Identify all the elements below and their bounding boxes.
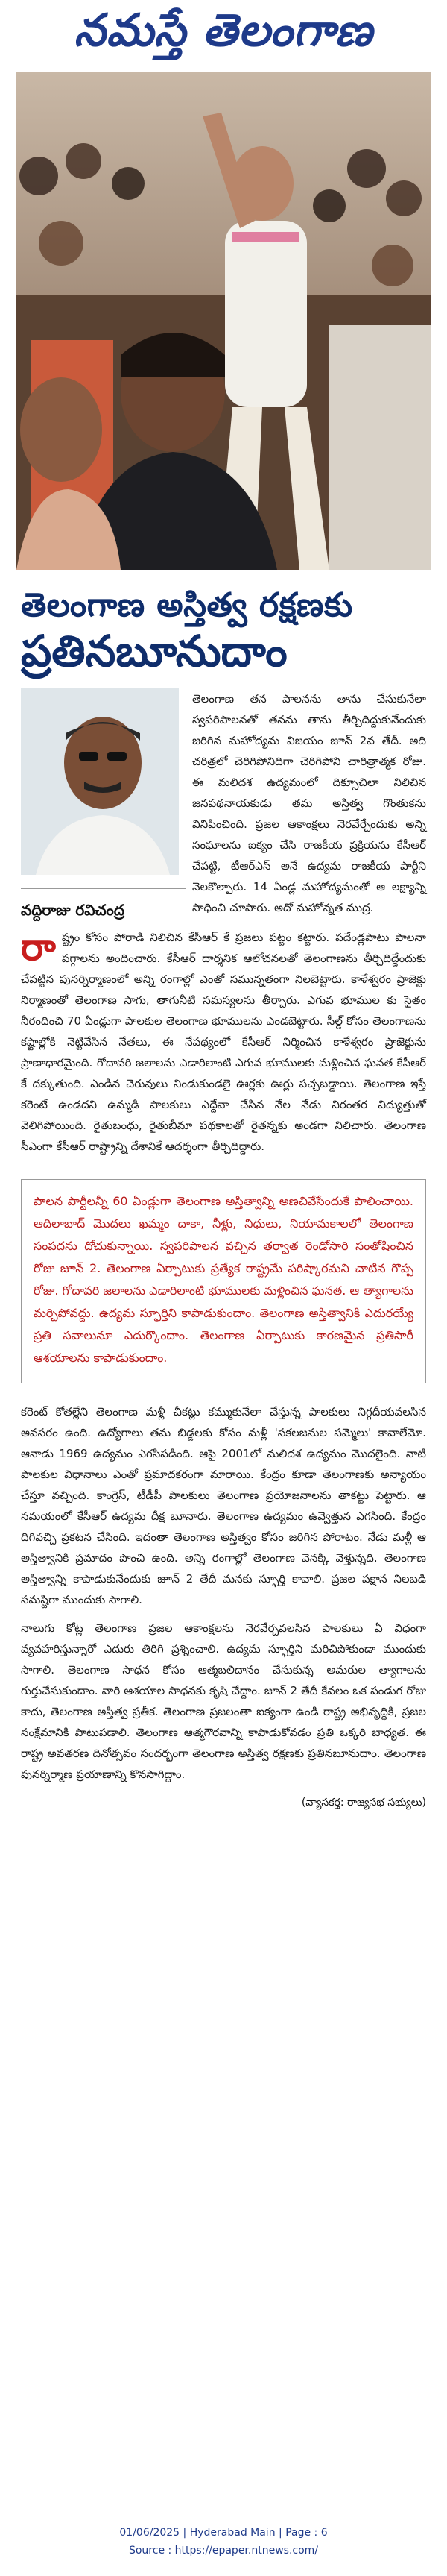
pull-quote: పాలన పార్టీలన్నీ 60 ఏండ్లుగా తెలంగాణ అస్తిత్వాన్ని అణచివేసేందుకే పాలించాయి. ఆదిలాబాద్ మొదలు ఖమ్మం దాకా, నీళ్లు, నిధులు, నియామకాలలో తెలంగాణ సంపదను దోచుకున్నాయి. స్వపరిపాలన వచ్చిన తర్వాత రెండోసారి సంతోషించిన రోజు జూన్ 2. తెలంగాణ ఏర్పాటుకు ప్రత్యేక రాష్ట్రమే పరిష్కారమని చాటిన గొప్ప రోజు. గోదావరి జలాలను ఎడారిలాంటి భూములకు మళ్లించిన ఘనత. ఆ త్యాగాలను మర్చిపోవద్దు. ఉద్యమ స్ఫూర్తిని కాపాడుకుందాం. తెలంగాణ అస్తిత్వానికి ఎదురయ్యే ప్రతి సవాలునూ ఎదుర్కొందాం. తెలంగాణ ఏర్పాటుకు కారణమైన ప్రతిసారీ ఆశయాలను కాపాడుకుందాం.: [21, 1179, 426, 1383]
author-portrait: [21, 688, 179, 875]
author-block: [21, 688, 426, 923]
newspaper-page: [13, 0, 434, 2576]
page-footer: [0, 2524, 447, 2576]
source-link[interactable]: Source : https://epaper.ntnews.com/: [128, 2545, 319, 2557]
edition-info: 01/06/2025 | Hyderabad Main | Page : 6: [119, 2527, 328, 2539]
headline: [21, 585, 426, 678]
rally-photo-illustration: [16, 72, 431, 570]
intro-text: తెలంగాణ తన పాలనను తాను చేసుకునేలా స్వపరిపాలనతో తనను తాను తీర్చిదిద్దుకునేందుకు జరిగిన మహోద్యమ విజయం జూన్ 2వ తేదీ. అది చరిత్రలో చెరిగిపోనిదిగా చెరిగిపోని చారిత్రాత్మక రోజు. ఈ మలిదశ ఉద్యమంలో దిక్సూచిలా నిలిచిన జనపథనాయకుడు తమ అస్తిత్వ గొంతుకను వినిపించింది. ప్రజల ఆకాంక్షలు నెరవేర్చేందుకు అన్ని సంఘాలను ఐక్యం చేసి రాజకీయ ప్రక్రియను కేసీఆర్ చేపట్టి, టీఆర్ఎస్ అనే ఉద్యమ రాజకీయ పార్టీని నెలకొల్పారు. 14 ఏండ్ల మహోద్యమంతో ఆ లక్ష్యాన్ని సాధించి చూపారు. అదో మహోన్నత ముద్ర.: [192, 691, 426, 914]
paragraph-text: ష్ట్రం కోసం పోరాడి నిలిచిన కేసీఆర్ కే ప్రజలు పట్టం కట్టారు. పదేండ్లపాటు పాలనా పగ్గాలను అందించారు. కేసీఆర్ దార్శనిక ఆలోచనలతో తెలంగాణను తీర్చిదిద్దేందుకు చేపట్టిన పునర్నిర్మాణంలో అన్ని రంగాల్లో ఎంతో సమున్నతంగా నిలబెట్టారు. కాళేశ్వరం ప్రాజెక్టు నిర్మాణంతో తెలంగాణ సాగు, తాగునీటి సమస్యలను తీర్చారు. ఎగువ భూముల కు సైతం నీరందించి 70 ఏండ్లుగా పాలకుల తెలంగాణ భూములను ఎండబెట్టారు. సీల్డ్ కోసం తెలంగాణను కష్టాల్లోకి నెట్టివేసిన నేతలు, ఈ నేపథ్యంలో కేసీఆర్ నిర్మించిన కాళేశ్వరం ప్రాజెక్టును ప్రాణాధారమైంది. గోదావరి జలాలను ఎడారిలాంటి ఎగువ భూములకు మళ్లించిన ఘనత కేసీఆర్ కే దక్కుతుంది. ఎండిన చెరువులు నిండుకుండలై ఊర్లకు ఊర్లు పచ్చబడ్డాయి. తెలంగాణ ఇస్తే కరెంటే ఉండదని ఉమ్మడి పాలకులు ఎద్దేవా చేసిన నేల నేడు నిరంతర విద్యుత్తుతో వెలిగిపోయింది. రైతుబంధు, రైతుబీమా పథకాలతో రైతన్నకు అండగా నిలిచారు. తెలంగాణ సీఎంగా కేసీఆర్ రాష్ట్రాన్ని దేశానికే ఆదర్శంగా తీర్చిదిద్దారు.: [21, 930, 426, 1153]
author-name: వద్దిరాజు రవిచంద్ర: [21, 888, 186, 923]
article-paragraph-1: [21, 927, 426, 1157]
article-paragraph-2: కరెంట్ కోతల్లేని తెలంగాణ మళ్లీ చీకట్లు కమ్ముకునేలా చేస్తున్న పాలకులు నిగ్గదీయవలసిన అవసరం ఉంది. ఉద్యోగాలు తమ బిడ్డలకు కోసం మళ్లీ 'సకలజనుల సమ్మెలు' కావాలేమో. ఆనాడు 1969 ఉద్యమం ఎగసిపడింది. ఆపై 2001లో మలిదశ ఉద్యమం మొదలైంది. నాటి పాలకుల విధానాలు ఎంతో ప్రమాదకరంగా మారాయి. కేంద్రం కూడా తెలంగాణకు అన్యాయం చేస్తూ వచ్చింది. కాంగ్రెస్, టీడీపీ పాలకులు తెలంగాణ ప్రయోజనాలను తాకట్టు పెట్టారు. ఆ సమయంలో కేసీఆర్ ఉద్యమ దీక్ష బూనారు. తెలంగాణ ఉద్యమం ఉవ్వెత్తున ఎగసింది. కేంద్రం దిగివచ్చి ప్రకటన చేసింది. ఇదంతా తెలంగాణ అస్తిత్వం కోసం జరిగిన పోరాటం. నేడు మళ్లీ ఆ అస్తిత్వానికి ప్రమాదం పొంచి ఉంది. అన్ని రంగాల్లో తెలంగాణ వెనక్కి వెళ్తున్నది. తెలంగాణ అస్తిత్వాన్ని కాపాడుకునేందుకు జూన్ 2 తేదీ మనకు స్ఫూర్తి కావాలి. ప్రజల పక్షాన నిలబడి సమష్టిగా ముందుకు సాగాలి.: [21, 1404, 426, 1606]
headline-line2: ప్రతినబూనుదాం: [21, 626, 288, 676]
masthead-title: నమస్తే తెలంగాణ: [74, 4, 373, 57]
headline-line1: తెలంగాణ అస్తిత్వ రక్షణకు: [21, 586, 353, 624]
rally-photo: [16, 72, 431, 570]
author-column: [21, 688, 186, 923]
drop-cap: రా: [21, 925, 56, 969]
author-photo: [21, 688, 179, 875]
byline: (వ్యాసకర్త: రాజ్యసభ సభ్యులు): [301, 1796, 426, 1809]
article-paragraph-3: నాలుగు కోట్ల తెలంగాణ ప్రజల ఆకాంక్షలను నెరవేర్చవలసిన పాలకులు ఏ విధంగా వ్యవహరిస్తున్నారో ఎదురు తిరిగి ప్రశ్నించాలి. ఉద్యమ స్ఫూర్తిని మరిచిపోకుండా ముందుకు సాగాలి. తెలంగాణ సాధన కోసం ఆత్మబలిదానం చేసుకున్న అమరుల త్యాగాలను గుర్తుచేసుకుందాం. వారి ఆశయాల సాధనకు కృషి చేద్దాం. జూన్ 2 తేదీ కేవలం ఒక పండుగ రోజు కాదు, తెలంగాణ అస్తిత్వ ప్రతీక. తెలంగాణ ప్రజలంతా ఐక్యంగా ఉండి రాష్ట్ర అభివృద్ధికి, ప్రజల సంక్షేమానికి పాటుపడాలి. తెలంగాణ ఆత్మగౌరవాన్ని కాపాడుకోవడం ప్రతి ఒక్కరి బాధ్యత. ఈ రాష్ట్ర అవతరణ దినోత్సవం సందర్భంగా తెలంగాణ అస్తిత్వ రక్షణకు ప్రతినబూనుదాం. తెలంగాణ పునర్నిర్మాణ ప్రయాణాన్ని కొనసాగిద్దాం.: [21, 1621, 426, 1781]
masthead: [13, 0, 434, 72]
